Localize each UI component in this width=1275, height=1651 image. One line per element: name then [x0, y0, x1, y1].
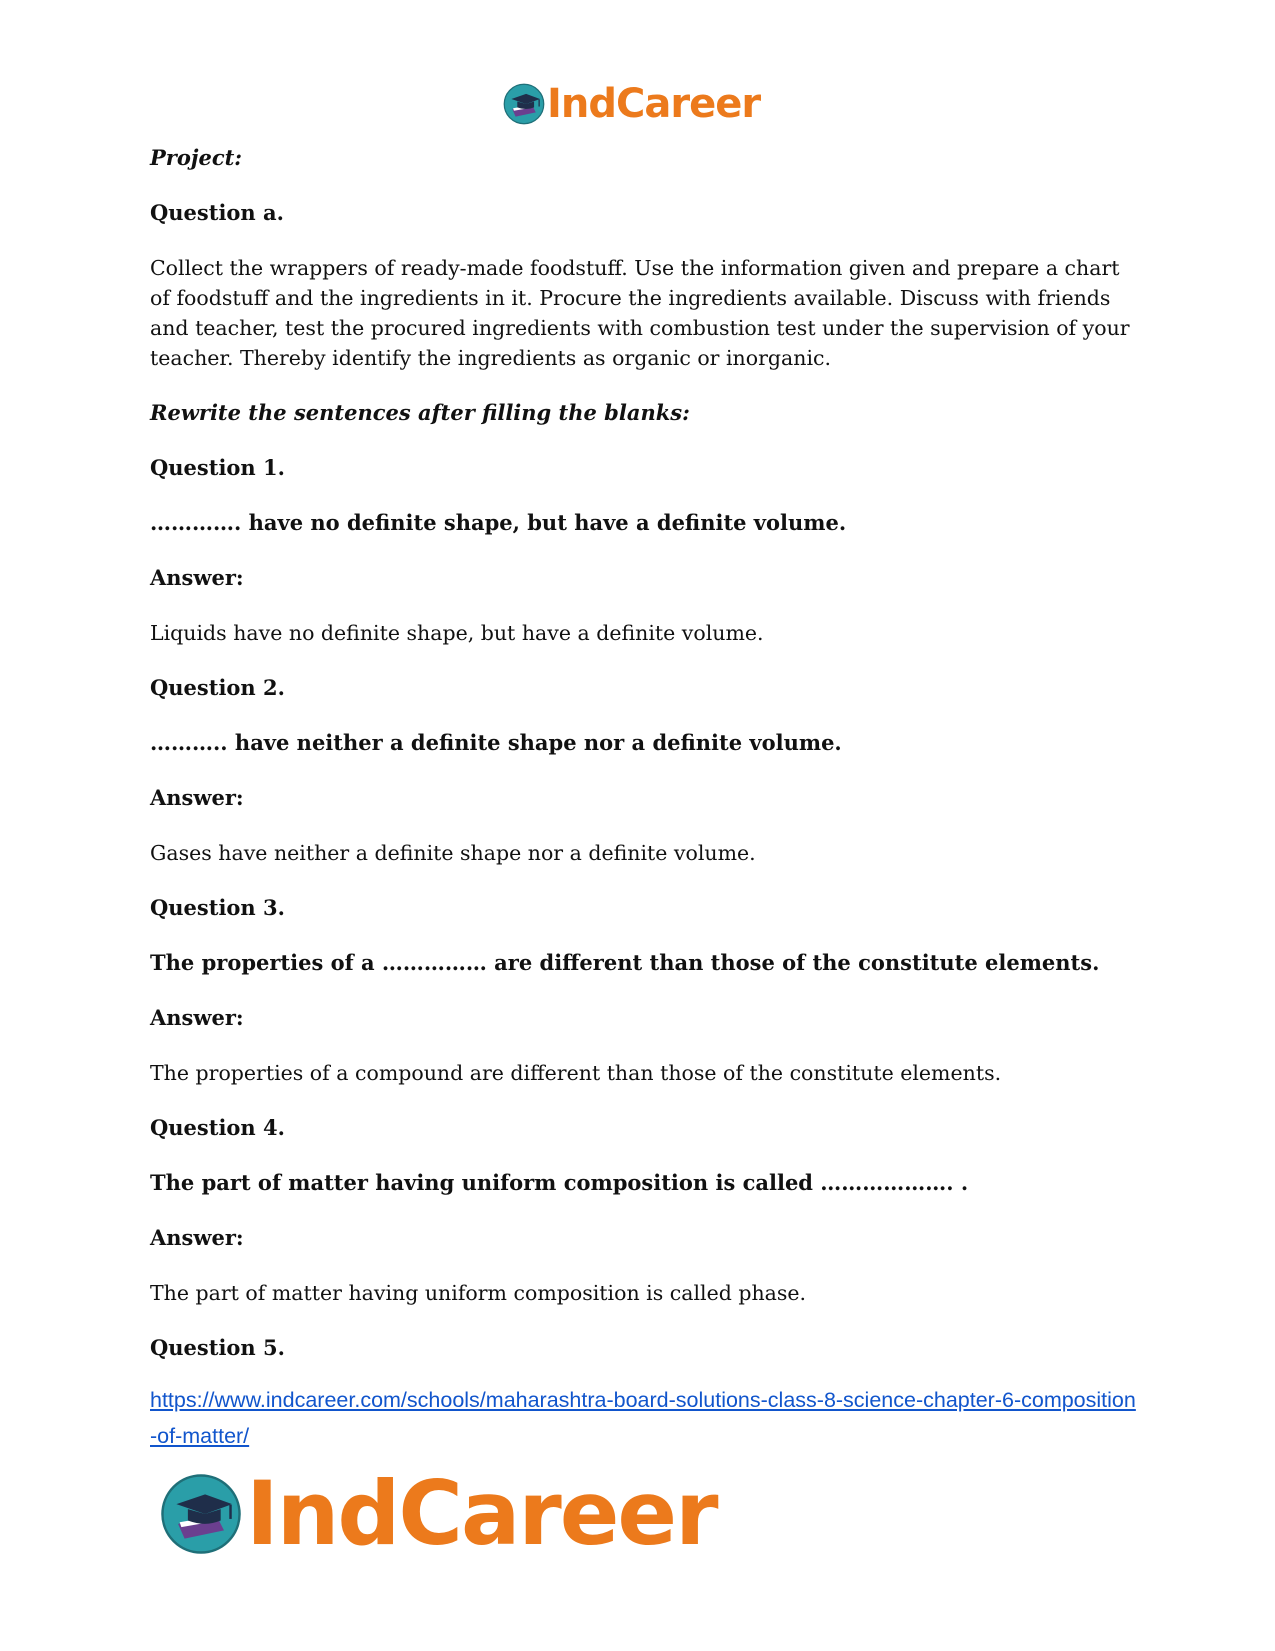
answer-2-label: Answer:	[150, 785, 244, 810]
answer-1-label: Answer:	[150, 565, 244, 590]
document-content	[150, 143, 1130, 1363]
question-1-label: Question 1.	[150, 455, 285, 480]
question-3-label: Question 3.	[150, 895, 285, 920]
question-5-label: Question 5.	[150, 1335, 285, 1360]
brand-name: IndCareer	[246, 1462, 717, 1565]
question-1-text: …………. have no definite shape, but have a definite volume.	[150, 510, 847, 535]
question-a-label: Question a.	[150, 200, 284, 225]
footer-logo	[160, 1462, 717, 1565]
fill-blanks-heading: Rewrite the sentences after filling the blanks:	[150, 400, 690, 425]
question-3-text: The properties of a …………… are different than those of the constitute elements.	[150, 950, 1100, 975]
answer-4-text: The part of matter having uniform composition is called phase.	[150, 1281, 807, 1305]
answer-2-text: Gases have neither a definite shape nor a definite volume.	[150, 841, 756, 865]
brand-name: IndCareer	[547, 81, 761, 127]
question-4-text: The part of matter having uniform composition is called ………………. .	[150, 1170, 969, 1195]
answer-3-label: Answer:	[150, 1005, 244, 1030]
answer-1-text: Liquids have no definite shape, but have a definite volume.	[150, 621, 764, 645]
source-url-link[interactable]: https://www.indcareer.com/schools/maharashtra-board-solutions-class-8-science-chapter-6-composition-of-matter/	[150, 1388, 1136, 1448]
question-4-label: Question 4.	[150, 1115, 285, 1140]
question-a-text: Collect the wrappers of ready-made foodstuff. Use the information given and prepare a chart of foodstuff and the ingredients in it. Procure the ingredients available. Discuss with friends and teacher, test the procured ingredients with combustion test under the supervision of your teacher. Thereby identify the ingredients as organic or inorganic.	[150, 256, 1130, 370]
question-2-label: Question 2.	[150, 675, 285, 700]
answer-3-text: The properties of a compound are different than those of the constitute elements.	[150, 1061, 1002, 1085]
header-logo	[503, 80, 760, 128]
question-2-text: ……….. have neither a definite shape nor a definite volume.	[150, 730, 842, 755]
graduation-book-icon	[160, 1473, 242, 1555]
project-heading: Project:	[150, 145, 243, 170]
graduation-book-icon	[503, 83, 545, 125]
answer-4-label: Answer:	[150, 1225, 244, 1250]
